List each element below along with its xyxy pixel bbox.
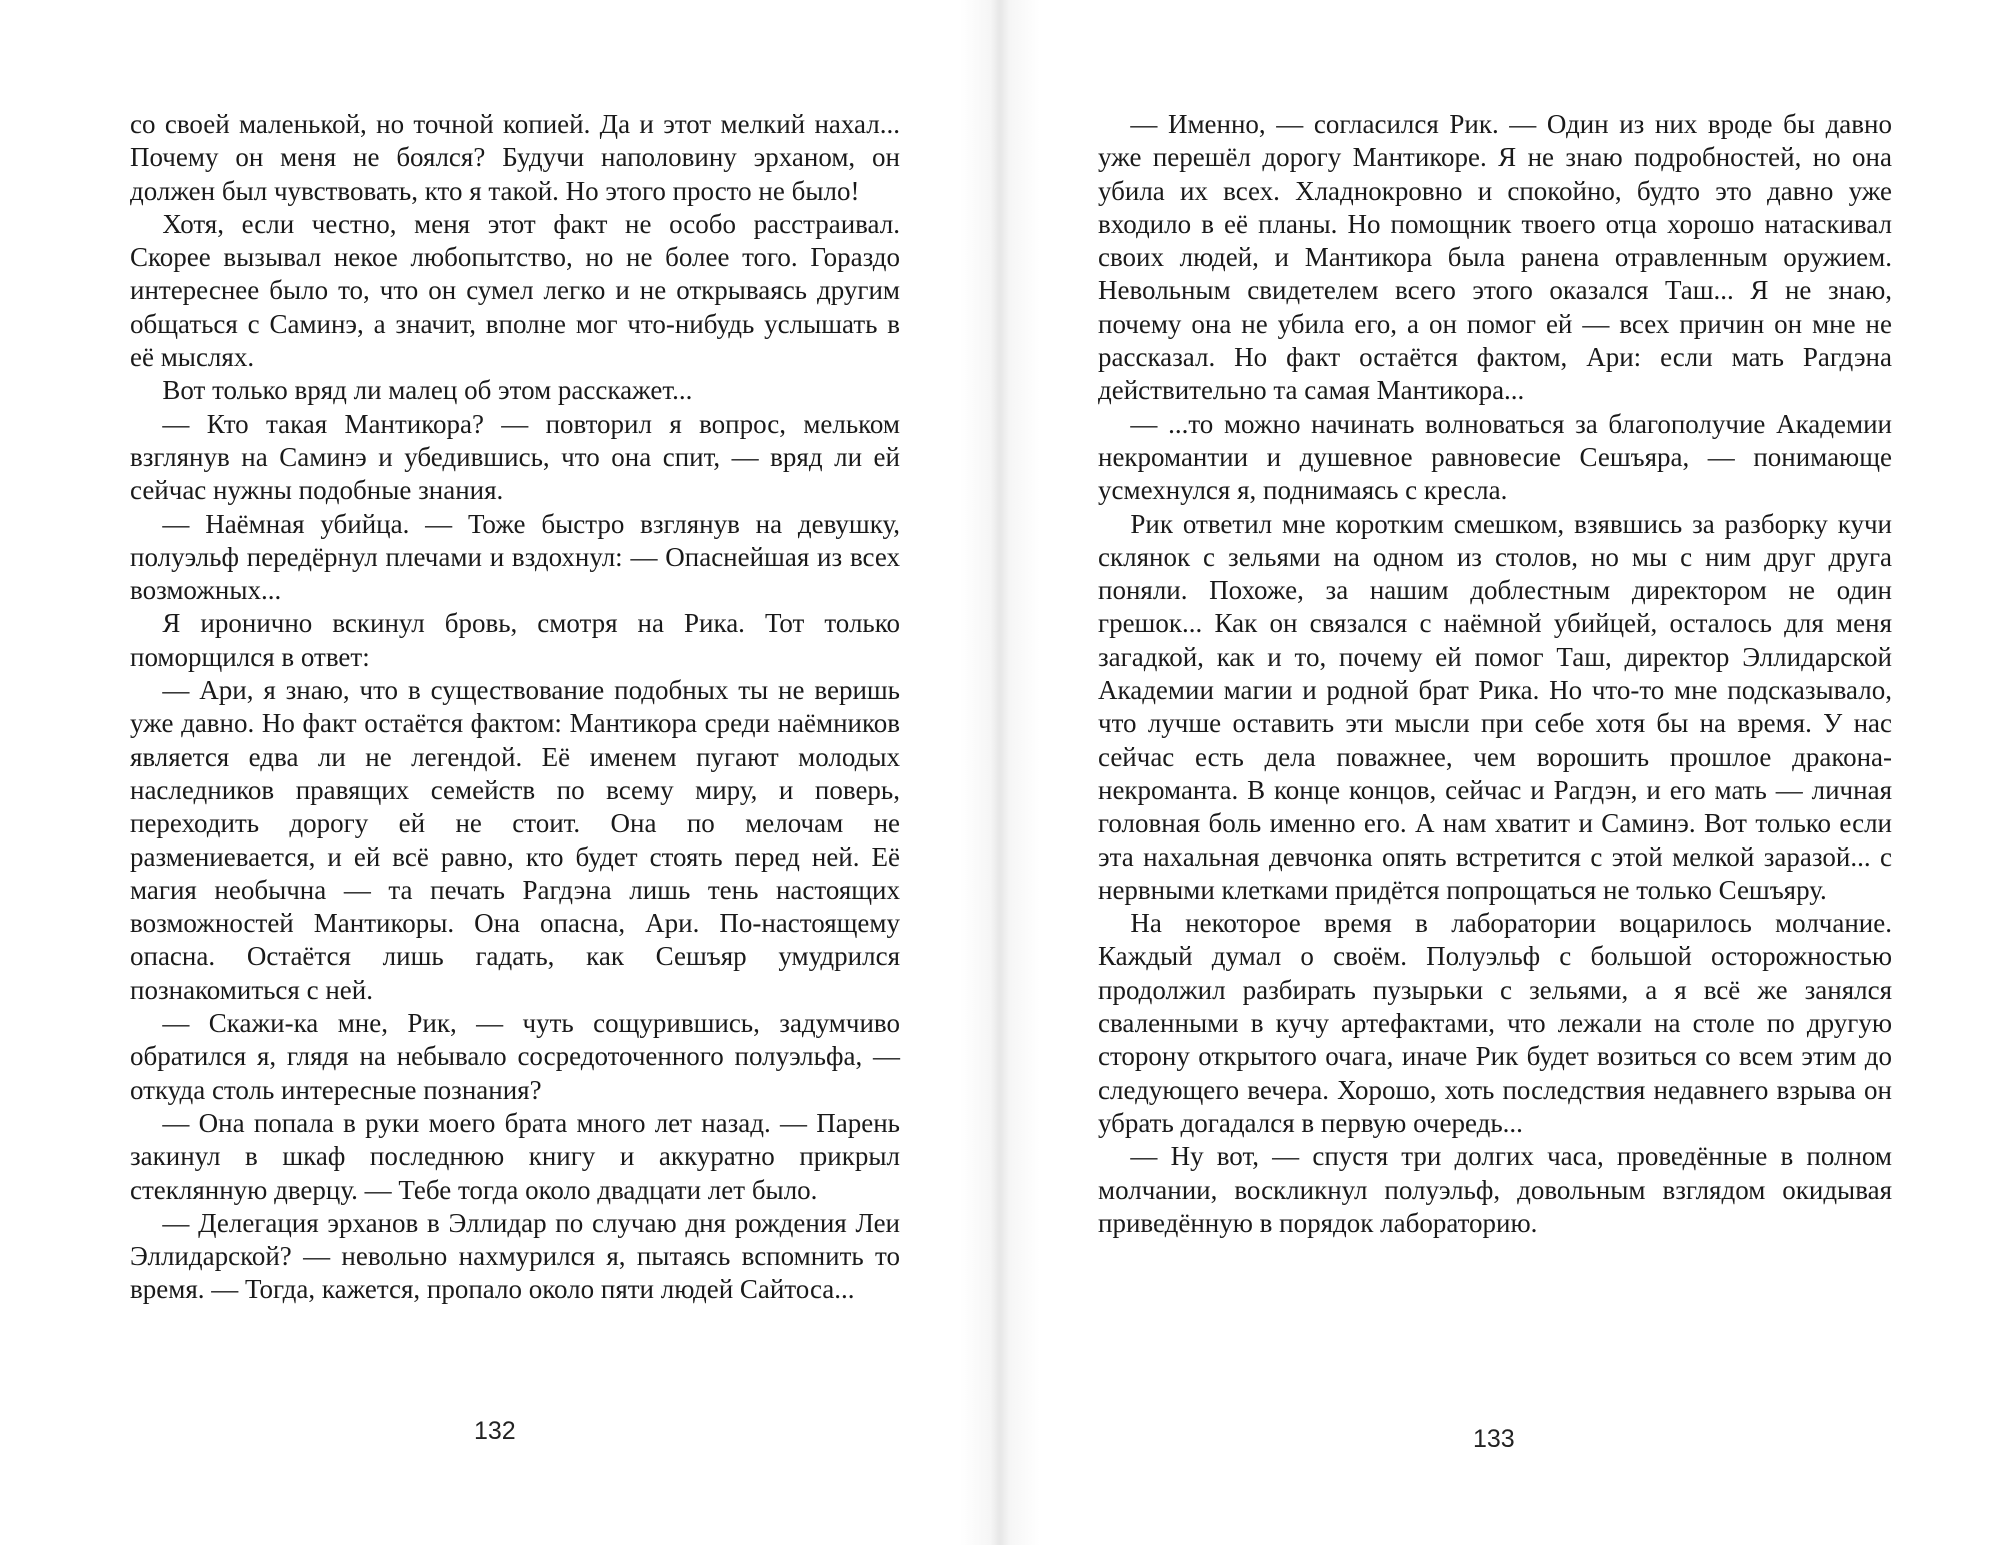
paragraph: — ...то можно начинать волноваться за благополучие Академии некромантии и душевное равновесие Сешъяра, — понимающе усмехнулся я, поднимаясь с кресла.: [1098, 408, 1892, 506]
paragraph: — Наёмная убийца. — Тоже быстро взглянув на девушку, полуэльф передёрнул плечами и вздохнул: — Опаснейшая из всех возможных...: [130, 508, 900, 606]
paragraph: Вот только вряд ли малец об этом расскажет...: [162, 375, 693, 406]
right-page-number: 133: [1473, 1425, 1515, 1453]
left-page-number: 132: [474, 1417, 516, 1445]
paragraph: — Кто такая Мантикора? — повторил я вопрос, мельком взглянув на Саминэ и убедившись, что она спит, — вряд ли ей сейчас нужны подобные знания.: [130, 408, 900, 506]
paragraph: Я иронично вскинул бровь, смотря на Рика. Тот только поморщился в ответ:: [130, 608, 900, 672]
right-page: [1098, 108, 1892, 1240]
paragraph: Рик ответил мне коротким смешком, взявшись за разборку кучи склянок с зельями на одном из столов, но мы с ним друг друга поняли. Похоже, за нашим доблестным директором не один грешок... Как он связался с наёмной убийцей, осталось для меня загадкой, как и то, почему ей помог Таш, директор Эллидарской Академии магии и родной брат Рика. Но что-то мне подсказывало, что лучше оставить эти мысли при себе хотя бы на время. У нас сейчас есть дела поважнее, чем ворошить прошлое дракона-некроманта. В конце концов, сейчас и Рагдэн, и его мать — личная головная боль именно его. А нам хватит и Саминэ. Вот только если эта нахальная девчонка опять встретится с этой мелкой заразой... с нервными клетками придётся попрощаться не только Сешъяру.: [1098, 508, 1892, 905]
paragraph: со своей маленькой, но точной копией. Да и этот мелкий нахал... Почему он меня не боялся? Будучи наполовину эрханом, он должен был чувствовать, кто я такой. Но этого просто не было!: [130, 109, 900, 206]
right-page-text: [1098, 108, 1892, 1240]
book-gutter: [990, 0, 1010, 1545]
left-page-text: [130, 108, 900, 1307]
paragraph: — Скажи-ка мне, Рик, — чуть сощурившись, задумчиво обратился я, глядя на небывало сосредоточенного полуэльфа, — откуда столь интересные познания?: [130, 1008, 900, 1105]
paragraph: — Именно, — согласился Рик. — Один из них вроде бы давно уже перешёл дорогу Мантикоре. Я не знаю подробностей, но она убила их всех. Хладнокровно и спокойно, будто это давно уже входило в её планы. Но помощник твоего отца хорошо натаскивал своих людей, и Мантикора была ранена отравленным оружием. Невольным свидетелем всего этого оказался Таш... Я не знаю, почему она не убила его, а он помог ей — всех причин он мне не рассказал. Но факт остаётся фактом, Ари: если мать Рагдэна действительно та самая Мантикора...: [1098, 109, 1892, 406]
left-page: [130, 108, 900, 1307]
paragraph: — Она попала в руки моего брата много лет назад. — Парень закинул в шкаф последнюю книгу и аккуратно прикрыл стеклянную дверцу. — Тебе тогда около двадцати лет было.: [130, 1107, 900, 1205]
paragraph: На некоторое время в лаборатории воцарилось молчание. Каждый думал о своём. Полуэльф с большой осторожностью продолжил разбирать пузырьки с зельями, а я всё же занялся сваленными в кучу артефактами, что лежали на столе по другую сторону открытого очага, иначе Рик будет возиться со всем этим до следующего вечера. Хорошо, хоть последствия недавнего взрыва он убрать догадался в первую очередь...: [1098, 908, 1892, 1138]
paragraph: Хотя, если честно, меня этот факт не особо расстраивал. Скорее вызывал некое любопытство, но не более того. Гораздо интереснее было то, что он сумел легко и не открываясь другим общаться с Саминэ, а значит, вполне мог что-нибудь услышать в её мыслях.: [130, 208, 900, 373]
paragraph: — Ари, я знаю, что в существование подобных ты не веришь уже давно. Но факт остаётся фактом: Мантикора среди наёмников является едва ли не легендой. Её именем пугают молодых наследников правящих семейств по всему миру, и поверь, переходить дорогу ей не стоит. Она по мелочам не размениевается, и ей всё равно, кто будет стоять перед ней. Её магия необычна — та печать Рагдэна лишь тень настоящих возможностей Мантикоры. Она опасна, Ари. По-настоящему опасна. Остаётся лишь гадать, как Сешъяр умудрился познакомиться с ней.: [130, 675, 900, 1005]
paragraph: — Ну вот, — спустя три долгих часа, проведённые в полном молчании, воскликнул полуэльф, довольным взглядом окидывая приведённую в порядок лабораторию.: [1098, 1141, 1892, 1238]
paragraph: — Делегация эрханов в Эллидар по случаю дня рождения Леи Эллидарской? — невольно нахмурился я, пытаясь вспомнить то время. — Тогда, кажется, пропало около пяти людей Сайтоса...: [130, 1207, 900, 1305]
